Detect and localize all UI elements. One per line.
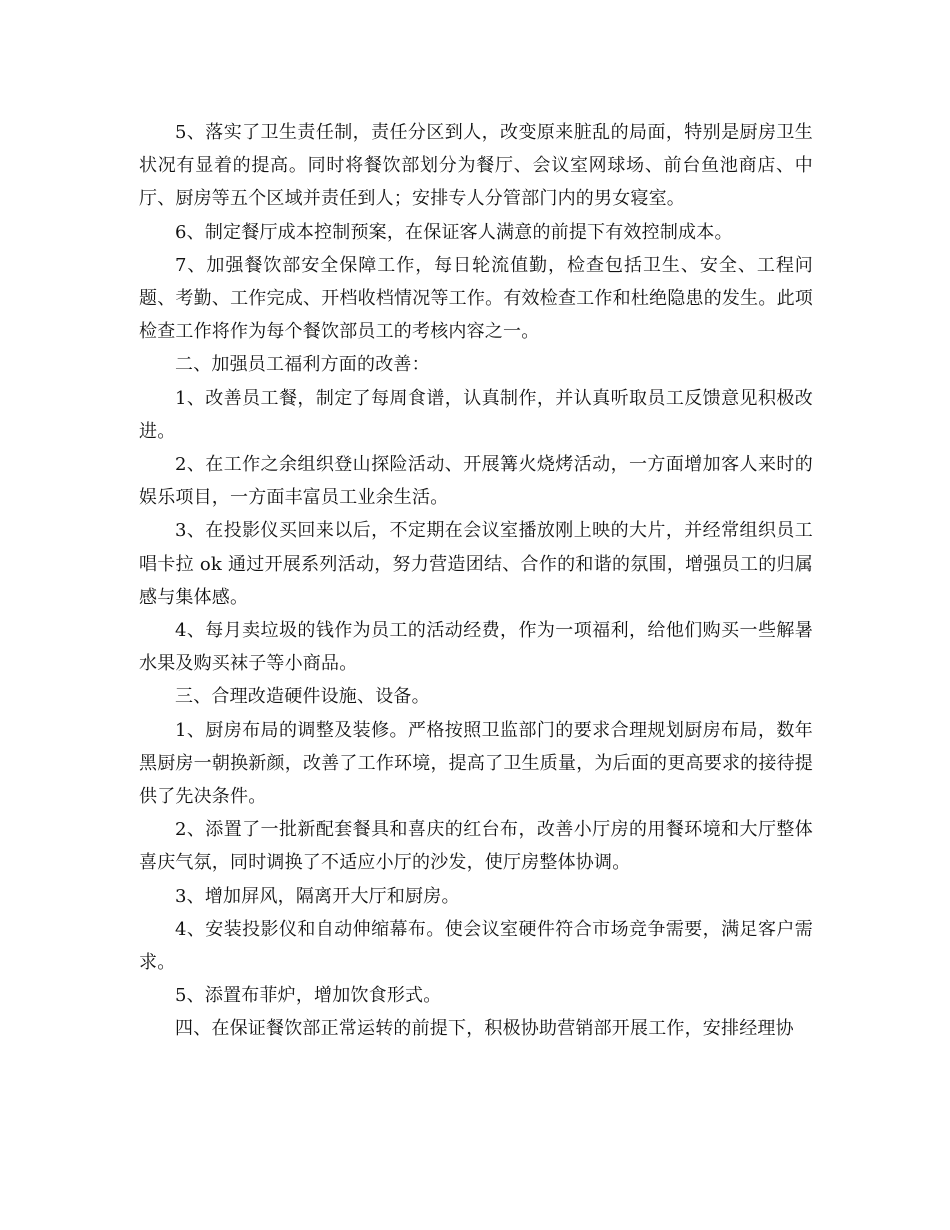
paragraph-6: 3、在投影仪买回来以后，不定期在会议室播放刚上映的大片，并经常组织员工唱卡拉 ok 通过开展系列活动，努力营造团结、合作的和谐的氛围，增强员工的归属感与集体感。 [139,520,813,608]
paragraph-11: 4、安装投影仪和自动伸缩幕布。使会议室硬件符合市场竞争需要，满足客户需求。 [139,918,813,974]
paragraph-3: 7、加强餐饮部安全保障工作，每日轮流值勤，检查包括卫生、安全、工程问题、考勤、工作完成、开档收档情况等工作。有效检查工作和杜绝隐患的发生。此项检查工作将作为每个餐饮部员工的考核内容之一。 [139,254,813,343]
paragraph-10: 3、增加屏风，隔离开大厅和厨房。 [175,885,460,907]
paragraph-12: 5、添置布菲炉，增加饮食形式。 [175,985,442,1007]
paragraph-8: 1、厨房布局的调整及装修。严格按照卫监部门的要求合理规划厨房布局，数年黑厨房一朝换新颜，改善了工作环境，提高了卫生质量，为后面的更高要求的接待提供了先决条件。 [139,719,813,808]
paragraph-7: 4、每月卖垃圾的钱作为员工的活动经费，作为一项福利，给他们购买一些解暑水果及购买袜子等小商品。 [139,620,813,675]
section-heading-3: 三、合理改造硬件设施、设备。 [175,686,430,708]
document-body [139,116,813,1046]
paragraph-2: 6、制定餐厅成本控制预案，在保证客人满意的前提下有效控制成本。 [175,221,733,243]
paragraph-5: 2、在工作之余组织登山探险活动、开展篝火烧烤活动，一方面增加客人来时的娱乐项目，一方面丰富员工业余生活。 [139,454,813,509]
paragraph-4: 1、改善员工餐，制定了每周食谱，认真制作，并认真听取员工反馈意见积极改进。 [139,387,813,442]
section-heading-4: 四、在保证餐饮部正常运转的前提下，积极协助营销部开展工作，安排经理协 [175,1018,794,1040]
paragraph-9: 2、添置了一批新配套餐具和喜庆的红台布，改善小厅房的用餐环境和大厅整体喜庆气氛，同时调换了不适应小厅的沙发，使厅房整体协调。 [139,819,813,874]
section-heading-2: 二、加强员工福利方面的改善： [175,354,430,376]
paragraph-1: 5、落实了卫生责任制，责任分区到人，改变原来脏乱的局面，特别是厨房卫生状况有显着的提高。同时将餐饮部划分为餐厅、会议室网球场、前台鱼池商店、中厅、厨房等五个区域并责任到人；安排专人分管部门内的男女寝室。 [139,122,813,210]
